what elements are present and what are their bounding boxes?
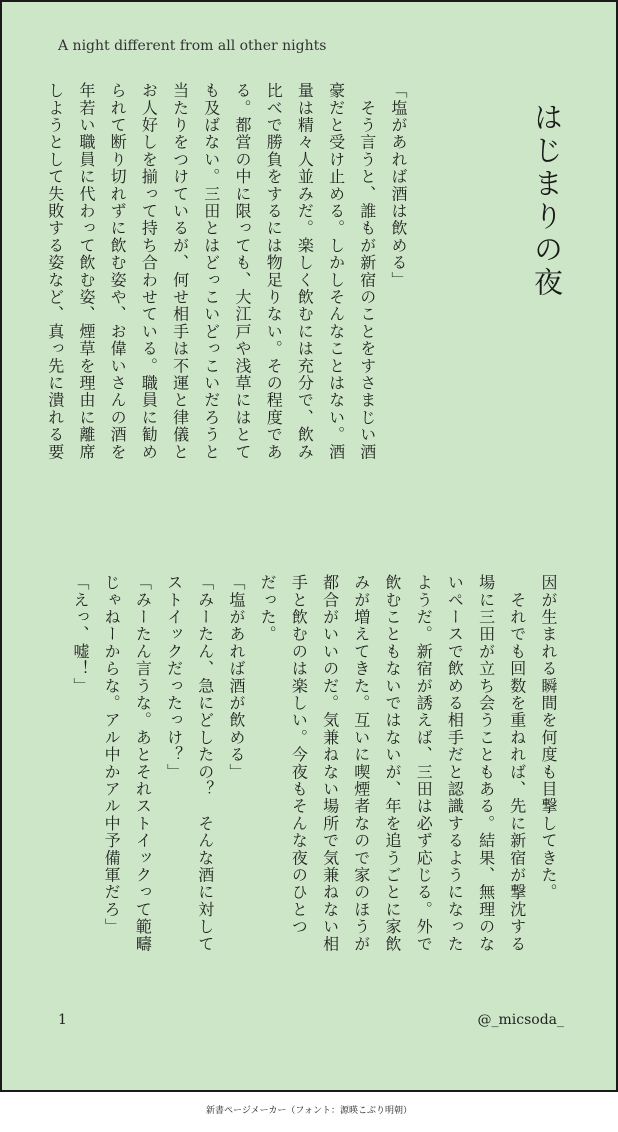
text-block-top: [45, 82, 414, 522]
text-line: 当たりをつけているが、何せ相手は不運と律儀と: [170, 82, 190, 461]
generator-credit: 新書ページメーカー（フォント：源暎こぶり明朝）: [206, 1106, 412, 1116]
dialogue-line: じゃねーからな。アル中かアル中予備軍だろ」: [102, 574, 122, 936]
text-line: だった。: [258, 574, 278, 643]
text-line: 豪だと受け止める。しかしそんなことはない。酒: [326, 82, 346, 461]
text-line: そう言うと、誰もが新宿のことをすさまじい酒: [357, 82, 377, 461]
text-line: 飲むこともないではないが、年を追うごとに家飲: [382, 574, 402, 953]
dialogue-line: 「えっ、嘘！」: [70, 574, 90, 695]
opening-quote-line: 「塩があれば酒は飲める」: [389, 82, 408, 289]
text-line: 因が生まれる瞬間を何度も目撃してきた。: [539, 574, 558, 901]
text-line: 比べで勝負をするには物足りない。その程度であ: [264, 82, 284, 461]
running-head: A night different from all other nights: [58, 38, 327, 54]
text-line: お人好しを揃って持ち合わせている。職員に勧め: [139, 82, 159, 461]
text-line: しようとして失敗する姿など、真っ先に潰れる要: [45, 82, 65, 461]
text-line: る。都営の中に限っても、大江戸や浅草にはとて: [232, 82, 252, 461]
text-line: られて断り切れずに飲む姿や、お偉いさんの酒を: [108, 82, 128, 461]
dialogue-line: 「みーたん言うな。あとそれストイックって範疇: [133, 574, 153, 953]
text-line: それでも回数を重ねれば、先に新宿が撃沈する: [507, 574, 527, 953]
text-block-bottom: [54, 574, 564, 984]
dialogue-line: ストイックだったっけ？」: [164, 574, 184, 781]
chapter-title: はじまりの夜: [530, 102, 564, 300]
dialogue-line: 「塩があれば酒が飲める」: [226, 574, 246, 781]
text-line: 場に三田が立ち会うこともある。結果、無理のな: [476, 574, 496, 953]
text-line: 都合がいいのだ。気兼ねない場所で気兼ねない相: [320, 574, 340, 953]
text-line: 量は精々人並みだ。楽しく飲むには充分で、飲み: [295, 82, 315, 461]
text-line: みが増えてきた。互いに喫煙者なので家のほうが: [351, 574, 371, 953]
text-line: いペースで飲める相手だと認識するようになった: [445, 574, 465, 953]
text-line: 年若い職員に代わって飲む姿、煙草を理由に離席: [76, 82, 96, 461]
author-handle: @_micsoda_: [477, 1012, 564, 1028]
text-line: も及ばない。三田とはどっこいどっこいだろうと: [201, 82, 221, 461]
text-line: 手と飲むのは楽しい。今夜もそんな夜のひとつ: [289, 574, 309, 936]
page-number: 1: [58, 1012, 67, 1028]
text-line: ようだ。新宿が誘えば、三田は必ず応じる。外で: [414, 574, 434, 953]
dialogue-line: 「みーたん、急にどしたの？ そんな酒に対して: [195, 574, 215, 953]
